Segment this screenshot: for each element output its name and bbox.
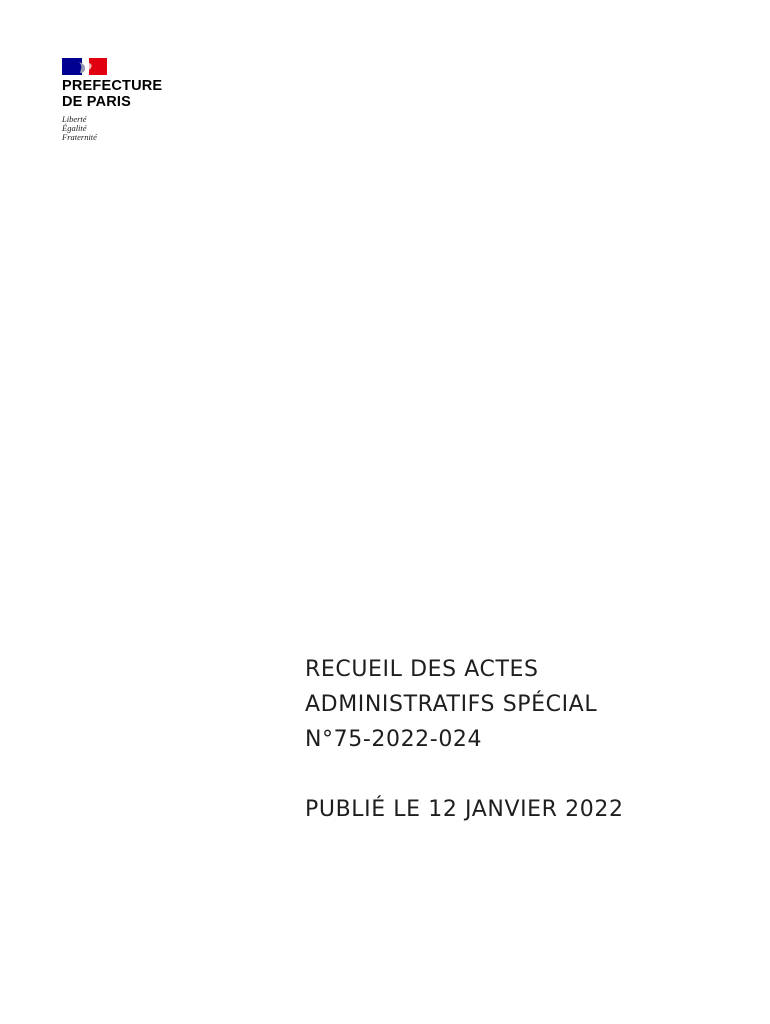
document-number: N°75-2022-024 bbox=[305, 727, 483, 752]
prefecture-name-line-2: DE PARIS bbox=[62, 93, 132, 110]
document-title-line-2: ADMINISTRATIFS SPÉCIAL bbox=[305, 692, 598, 717]
prefecture-name bbox=[62, 79, 202, 110]
prefecture-name-line-1: PREFECTURE bbox=[62, 78, 163, 94]
republic-motto bbox=[62, 115, 202, 142]
publication-date: PUBLIÉ LE 12 JANVIER 2022 bbox=[305, 797, 624, 822]
motto-egalite: Égalité bbox=[62, 123, 87, 133]
prefecture-logo bbox=[62, 58, 202, 142]
document-title-line-1: RECUEIL DES ACTES bbox=[305, 657, 539, 682]
motto-fraternite: Fraternité bbox=[62, 132, 97, 142]
motto-liberte: Liberté bbox=[62, 114, 87, 124]
document-title bbox=[305, 652, 597, 757]
marianne-flag-icon bbox=[62, 58, 107, 75]
